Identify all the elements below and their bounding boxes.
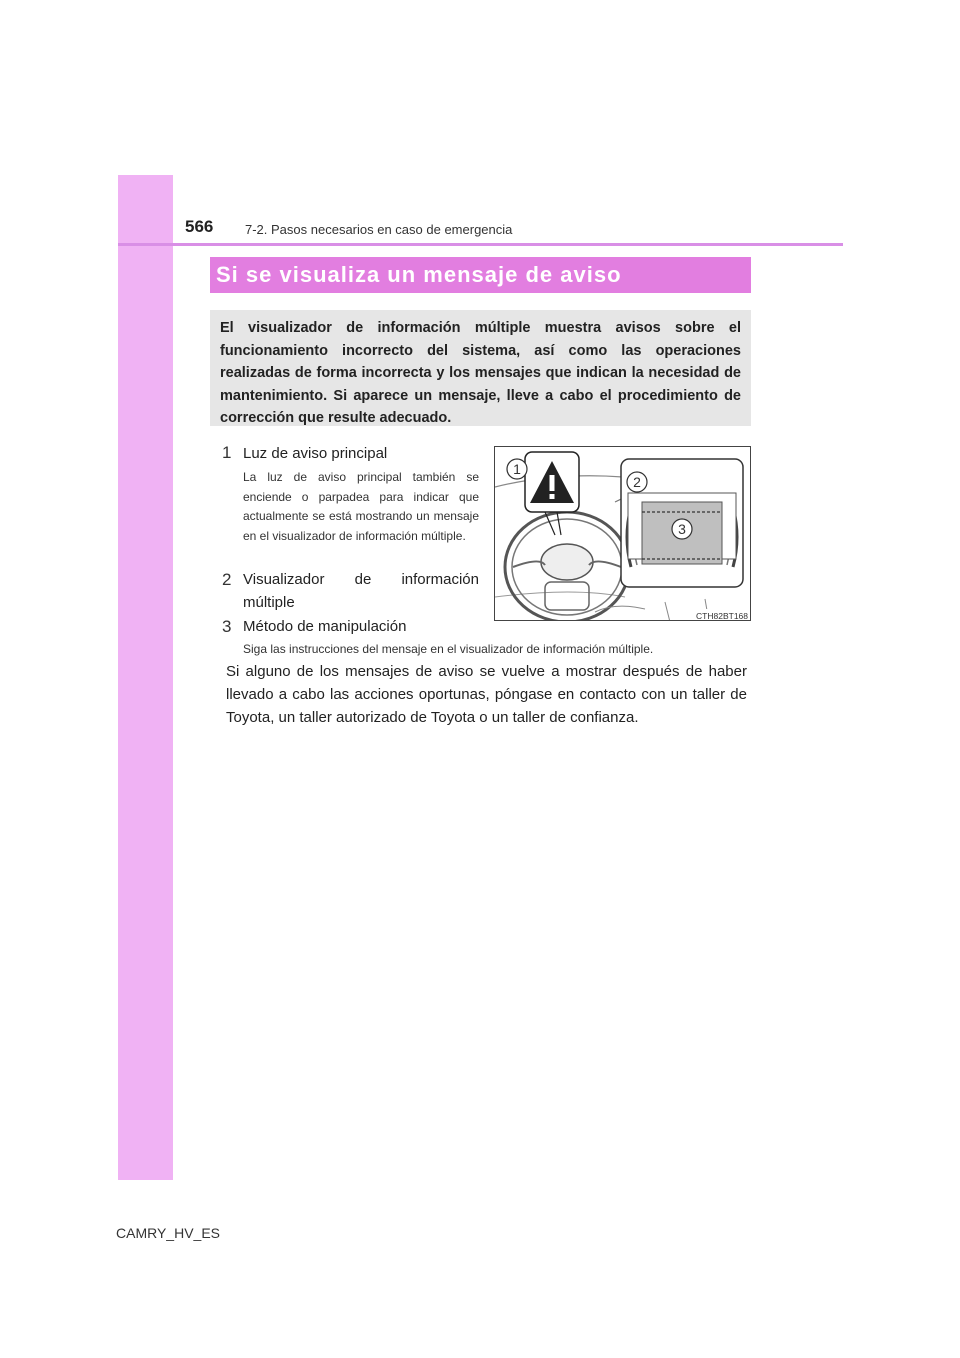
item-3-title: Método de manipulación xyxy=(243,618,407,635)
intro-text: El visualizador de información múltiple muestra avisos sobre el funcionamiento incorrecto del sistema, así como las operaciones realizadas de forma incorrecta y los mensajes que indican la necesidad de mantenimiento. Si aparece un mensaje, lleve a cabo el procedimiento de corrección que resulte adecuado. xyxy=(220,320,741,426)
item-1-desc: La luz de aviso principal también se enciende o parpadea para indicar que actualmente se está mostrando un mensaje en el visualizador de información múltiple. xyxy=(243,470,479,543)
item-1-title: Luz de aviso principal xyxy=(243,445,388,462)
item-2-title: Visualizador de información múltiple xyxy=(243,571,479,611)
figure-callout-1: 1 xyxy=(513,461,521,477)
figure-code: CTH82BT168 xyxy=(696,611,748,621)
intro-box xyxy=(210,310,751,426)
item-3-number: 3 xyxy=(222,617,232,636)
figure-callout-2: 2 xyxy=(633,474,641,490)
figure-callout-3: 3 xyxy=(678,521,686,537)
section-title: 7-2. Pasos necesarios en caso de emergencia xyxy=(245,222,513,237)
item-2-number: 2 xyxy=(222,570,232,589)
page-number: 566 xyxy=(185,217,214,236)
dashboard-illustration xyxy=(494,446,751,621)
closing-paragraph: Si alguno de los mensajes de aviso se vuelve a mostrar después de haber llevado a cabo las acciones oportunas, póngase en contacto con un taller de Toyota, un taller autorizado de Toyota o un taller de confianza. xyxy=(226,663,747,726)
item-1-number: 1 xyxy=(222,443,232,462)
page-title: Si se visualiza un mensaje de aviso xyxy=(216,262,622,287)
chapter-side-tab xyxy=(118,175,173,1180)
header-rule xyxy=(118,243,843,246)
item-3-desc: Siga las instrucciones del mensaje en el visualizador de información múltiple. xyxy=(243,642,654,656)
footer-model-code: CAMRY_HV_ES xyxy=(116,1225,221,1241)
